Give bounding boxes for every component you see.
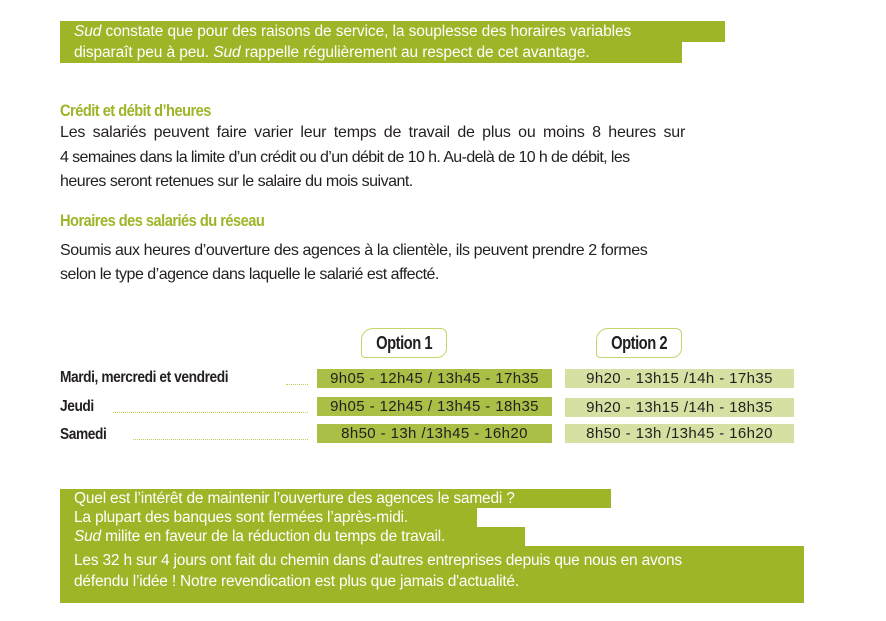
option-1-badge (361, 328, 447, 358)
bottom-line-5: défendu l’idée ! Notre revendication est plus que jamais d'actualité. (74, 573, 519, 590)
day-label-sat: Samedi (60, 426, 107, 443)
option-1-time-sat: 8h50 - 13h /13h45 - 16h20 (317, 424, 552, 443)
credit-debit-line-3: heures seront retenues sur le salaire du mois suivant. (60, 173, 413, 190)
intro-sud-emphasis-2: Sud (213, 44, 241, 61)
bottom-line-1: Quel est l’intérêt de maintenir l’ouverture des agences le samedi ? (60, 489, 611, 508)
option-1-label: Option 1 (376, 332, 432, 353)
intro-line-2-text: rappelle régulièrement au respect de cet avantage. (240, 44, 590, 61)
credit-debit-line-1: Les salariés peuvent faire varier leur temps de travail de plus ou moins 8 heures sur (60, 124, 686, 141)
leader-dots (113, 412, 308, 413)
bottom-gap-3 (525, 527, 804, 546)
option-2-time-thu: 9h20 - 13h15 /14h - 18h35 (565, 398, 794, 417)
intro-sud-emphasis: Sud (74, 23, 102, 40)
bottom-line-2: La plupart des banques sont fermées l’après-midi. (60, 508, 477, 527)
network-hours-heading: Horaires des salariés du réseau (60, 211, 265, 230)
bottom-line-3 (60, 527, 525, 546)
option-1-time-thu: 9h05 - 12h45 / 13h45 - 18h35 (317, 397, 552, 416)
day-label-tue-wed-fri: Mardi, mercredi et vendredi (60, 369, 229, 386)
intro-line-1-text: constate que pour des raisons de service, la souplesse des horaires variables (101, 23, 632, 40)
intro-line-2-start: disparaît peu à peu. (74, 44, 214, 61)
intro-line-1 (60, 21, 725, 42)
option-1-time-tue-wed-fri: 9h05 - 12h45 / 13h45 - 17h35 (317, 369, 552, 388)
intro-line-2 (60, 42, 682, 63)
day-label-thu: Jeudi (60, 398, 94, 415)
bottom-line-3-text: milite en faveur de la réduction du temps de travail. (100, 528, 446, 545)
leader-dots (286, 384, 308, 385)
bottom-line-4: Les 32 h sur 4 jours ont fait du chemin dans d'autres entreprises depuis que nous en avons (74, 552, 682, 569)
bottom-gap-2 (477, 508, 804, 527)
option-2-time-sat: 8h50 - 13h /13h45 - 16h20 (565, 424, 794, 443)
option-2-badge (596, 328, 682, 358)
option-2-time-tue-wed-fri: 9h20 - 13h15 /14h - 17h35 (565, 369, 794, 388)
credit-debit-line-2: 4 semaines dans la limite d’un crédit ou d’un débit de 10 h. Au-delà de 10 h de débit, les (60, 149, 630, 166)
credit-debit-heading: Crédit et débit d’heures (60, 101, 211, 120)
option-2-label: Option 2 (611, 332, 667, 353)
bottom-sud-emphasis: Sud (74, 528, 101, 545)
network-hours-line-1: Soumis aux heures d’ouverture des agences à la clientèle, ils peuvent prendre 2 formes (60, 242, 648, 259)
network-hours-line-2: selon le type d’agence dans laquelle le salarié est affecté. (60, 266, 439, 283)
leader-dots (133, 439, 308, 440)
